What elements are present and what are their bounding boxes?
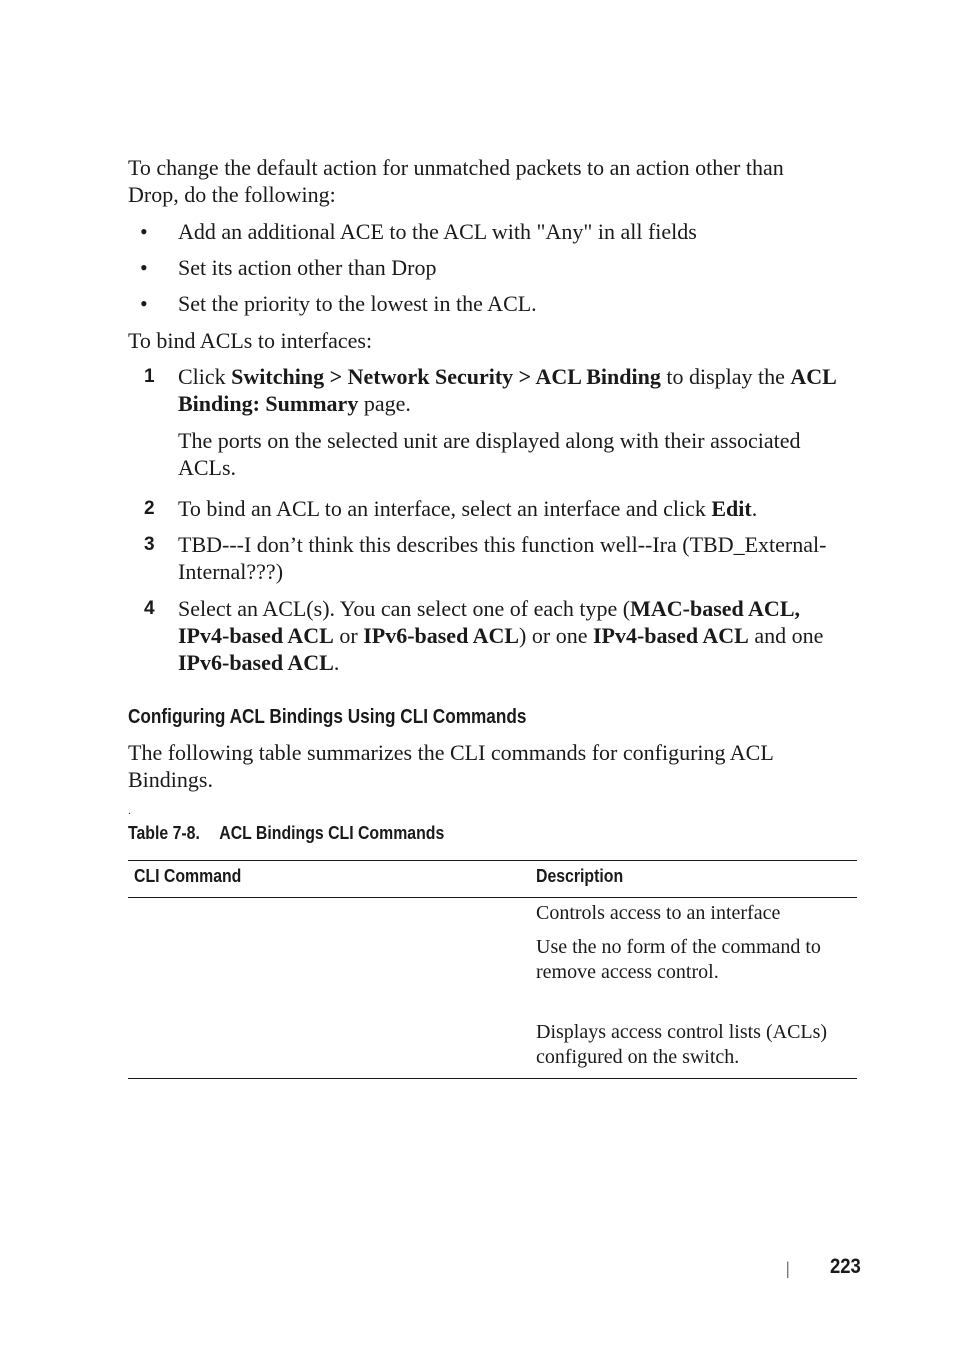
cell-description [536, 1020, 827, 1070]
cell-description-line: Use the no form of the command to [536, 936, 821, 958]
step-text-line [178, 622, 823, 649]
stray-mark: . [128, 803, 131, 817]
intro-line-2: Drop, do the following: [128, 182, 336, 207]
step-number: 2 [144, 498, 155, 519]
menu-path: Switching > Network Security > ACL Binding [231, 364, 661, 389]
step-text: ) or one [519, 623, 593, 648]
step-number: 3 [144, 534, 155, 555]
step-text: . [333, 650, 340, 675]
step-note-line: The ports on the selected unit are displayed along with their associated [178, 428, 801, 453]
bullet-text: Set the priority to the lowest in the ACL. [178, 291, 537, 316]
step-text: or [333, 623, 364, 648]
bullet-icon: • [140, 219, 148, 244]
table-top-rule [128, 860, 857, 861]
step-text-line [178, 649, 339, 676]
bullet-icon: • [140, 255, 148, 280]
bullet-icon: • [140, 291, 148, 316]
cell-description [536, 935, 821, 985]
page-name: ACL [790, 364, 837, 389]
acl-type: IPv4-based ACL [178, 623, 334, 648]
step-text: and one [748, 623, 824, 648]
acl-type: IPv4-based ACL [592, 623, 749, 648]
bind-intro: To bind ACLs to interfaces: [128, 328, 373, 353]
acl-type: MAC-based ACL, [630, 596, 800, 621]
step-text-line [178, 363, 837, 390]
table-caption-number: Table 7-8. [128, 823, 200, 843]
step-text: Select an ACL(s). You can select one of each type ( [178, 596, 631, 621]
step-text: page. [358, 391, 411, 416]
table-caption-title: ACL Bindings CLI Commands [219, 823, 445, 843]
table-bottom-rule [128, 1078, 857, 1079]
step-text: Click [178, 364, 232, 389]
summary-line: Bindings. [128, 767, 213, 792]
column-header-cli-command: CLI Command [134, 866, 242, 886]
step-note-line: ACLs. [178, 455, 237, 480]
cell-description-line: configured on the switch. [536, 1046, 740, 1068]
page-name: Binding: Summary [178, 391, 359, 416]
step-text-line [178, 495, 757, 522]
section-heading: Configuring ACL Bindings Using CLI Commands [128, 706, 527, 728]
step-text-line: TBD---I don’t think this describes this function well--Ira (TBD_External- [178, 532, 827, 557]
intro-line-1: To change the default action for unmatched packets to an action other than [128, 155, 784, 180]
cell-description-line: remove access control. [536, 961, 719, 983]
table-header-rule [128, 897, 857, 898]
step-text-line: Internal???) [178, 559, 284, 584]
step-note [178, 427, 801, 481]
step-text [178, 531, 826, 585]
cell-description-line: Displays access control lists (ACLs) [536, 1021, 828, 1043]
step-text: to display the [660, 364, 791, 389]
step-text: . [751, 496, 758, 521]
acl-type: IPv6-based ACL [363, 623, 520, 648]
step-text-line [178, 390, 411, 417]
column-header-description: Description [536, 866, 624, 886]
step-text-line [178, 595, 800, 622]
step-text: To bind an ACL to an interface, select an interface and click [178, 496, 712, 521]
bullet-text: Set its action other than Drop [178, 255, 437, 280]
step-number: 4 [144, 598, 155, 619]
summary-line: The following table summarizes the CLI commands for configuring ACL [128, 740, 774, 765]
edit-label: Edit [711, 496, 752, 521]
intro-paragraph [128, 154, 784, 208]
table-caption [128, 822, 444, 844]
footer-separator: | [786, 1258, 790, 1278]
step-number: 1 [144, 366, 155, 387]
cell-description: Controls access to an interface [536, 902, 781, 924]
bullet-text: Add an additional ACE to the ACL with "Any" in all fields [178, 219, 697, 244]
acl-type: IPv6-based ACL [178, 650, 334, 675]
summary-paragraph [128, 739, 774, 793]
page-number: 223 [830, 1255, 861, 1278]
